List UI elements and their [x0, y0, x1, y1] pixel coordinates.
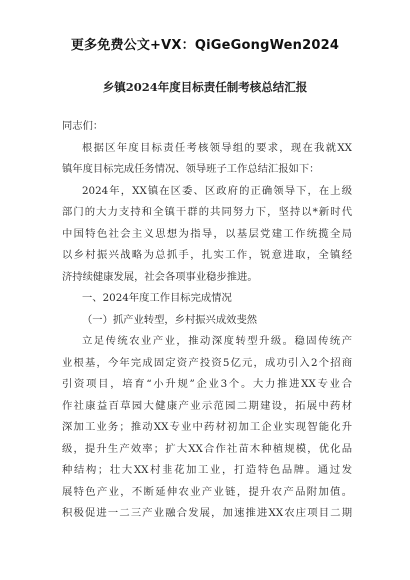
salutation: 同志们： [62, 120, 104, 132]
paragraph-line: 积极促进一二三产业融合发展，加速推进XX农庄项目二期 [62, 507, 352, 519]
paragraph-line: 济持续健康发展，社会各项事业稳步推进。 [62, 270, 258, 283]
paragraph-line: 作社康益百草园大健康产业示范园二期建设，拓展中药材 [62, 399, 352, 412]
paragraph-line: 部门的大力支持和全镇干群的共同努力下，坚持以*新时代 [62, 206, 352, 218]
paragraph-line: 级，提升生产效率；扩大XX合作社苗木种植规模，优化品 [62, 442, 352, 455]
paragraph-line: 镇年度目标完成任务情况、领导班子工作总结汇报如下： [62, 163, 320, 175]
paragraph-line: 深加工业务；推动XX专业中药材初加工企业实现智能化升 [62, 421, 352, 433]
paragraph-line: 以乡村振兴战略为总抓手，扎实工作，锐意进取，全镇经 [62, 249, 352, 261]
paragraph-line: 展特色产业，不断延伸农业产业链，提升农产品附加值。 [62, 485, 352, 498]
paragraph-line: 根据区年度目标责任考核领导组的要求，现在我就XX [82, 141, 352, 154]
document-title: 乡镇2024年度目标责任制考核总结汇报 [102, 80, 308, 94]
section-heading: 一、2024年度工作目标完成情况 [82, 292, 232, 304]
paragraph-line: 2024年，XX镇在区委、区政府的正确领导下，在上级 [82, 184, 352, 197]
paragraph-line: 种结构；壮大XX村韭花加工业，打造特色品牌。通过发 [62, 464, 352, 476]
paragraph-line: 业根基，今年完成固定资产投资5亿元，成功引入2个招商 [62, 356, 352, 369]
document-body [62, 116, 352, 525]
subsection-heading: （一）抓产业转型，乡村振兴成效斐然 [82, 313, 258, 326]
paragraph-line: 中国特色社会主义思想为指导，以基层党建工作统揽全局 [62, 227, 352, 240]
paragraph-line: 引资项目，培育“小升规”企业3个。大力推进XX专业合 [62, 378, 352, 390]
paragraph-line: 立足传统农业产业，推动深度转型升级。稳固传统产 [82, 335, 352, 347]
promo-banner: 更多免费公文+VX：QiGeGongWen2024 [70, 38, 340, 53]
